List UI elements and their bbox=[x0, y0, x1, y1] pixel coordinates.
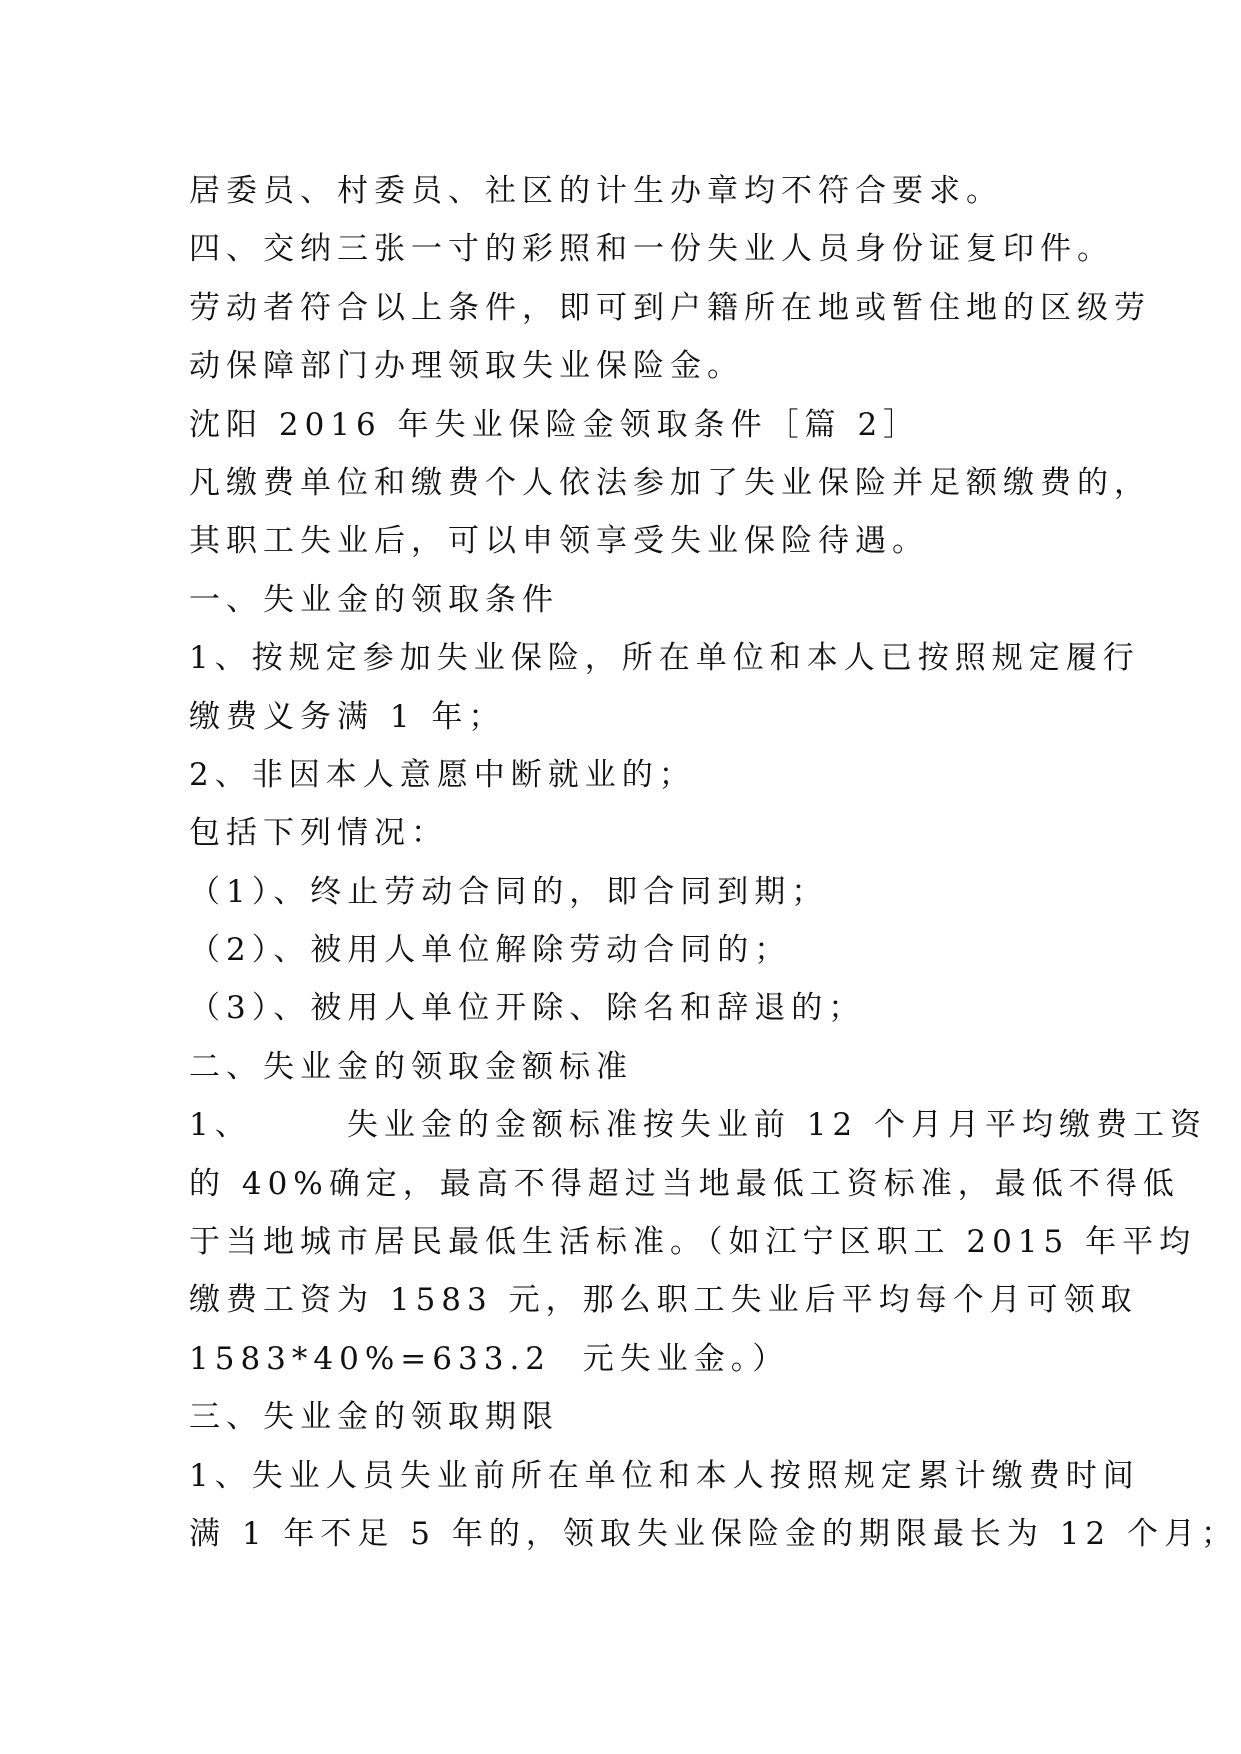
text-line: 缴费义务满 1 年； bbox=[189, 698, 506, 735]
text-line: 的 40%确定，最高不得超过当地最低工资标准，最低不得低 bbox=[189, 1165, 1180, 1202]
section-heading: 二、失业金的领取金额标准 bbox=[189, 1048, 633, 1085]
text-line: 满 1 年不足 5 年的，领取失业保险金的期限最长为 12 个月； bbox=[189, 1515, 1239, 1552]
text-line: 劳动者符合以上条件，即可到户籍所在地或暂住地的区级劳 bbox=[189, 289, 1151, 326]
text-line: 2、非因本人意愿中断就业的； bbox=[189, 756, 696, 793]
section-heading: 一、失业金的领取条件 bbox=[189, 581, 559, 618]
text-line: 居委员、村委员、社区的计生办章均不符合要求。 bbox=[189, 173, 1003, 209]
document-body bbox=[189, 162, 1239, 1563]
text-line: 1、 失业金的金额标准按失业前 12 个月月平均缴费工资 bbox=[189, 1107, 1207, 1144]
section-heading: 三、失业金的领取期限 bbox=[189, 1399, 559, 1436]
list-item: （1）、终止劳动合同的，即合同到期； bbox=[189, 873, 829, 910]
text-line: 缴费工资为 1583 元，那么职工失业后平均每个月可领取 bbox=[189, 1282, 1138, 1319]
text-line: 于当地城市居民最低生活标准。（如江宁区职工 2015 年平均 bbox=[189, 1224, 1197, 1261]
text-line: 1583*40%=633.2 元失业金。） bbox=[189, 1340, 790, 1377]
section-heading: 沈阳 2016 年失业保险金领取条件［篇 2］ bbox=[189, 406, 921, 443]
text-line: 其职工失业后，可以申领享受失业保险待遇。 bbox=[189, 523, 929, 560]
text-line: 四、交纳三张一寸的彩照和一份失业人员身份证复印件。 bbox=[189, 231, 1114, 268]
text-line: 包括下列情况： bbox=[189, 815, 448, 852]
text-line: 凡缴费单位和缴费个人依法参加了失业保险并足额缴费的， bbox=[189, 464, 1151, 501]
list-item: （3）、被用人单位开除、除名和辞退的； bbox=[189, 990, 866, 1027]
text-line: 1、按规定参加失业保险，所在单位和本人已按照规定履行 bbox=[189, 640, 1140, 677]
list-item: （2）、被用人单位解除劳动合同的； bbox=[189, 932, 792, 969]
text-line: 1、失业人员失业前所在单位和本人按照规定累计缴费时间 bbox=[189, 1457, 1140, 1494]
text-line: 动保障部门办理领取失业保险金。 bbox=[189, 348, 744, 385]
